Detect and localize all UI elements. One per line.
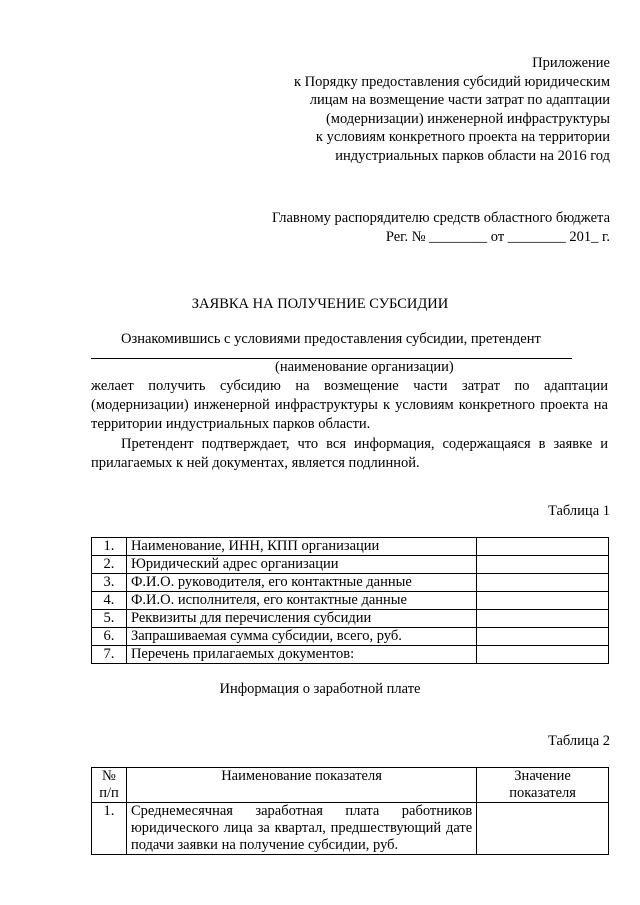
name-column-header: Наименование показателя xyxy=(126,768,476,803)
row-label: Реквизиты для перечисления субсидии xyxy=(126,610,476,628)
table-row xyxy=(92,574,609,592)
appendix-line: к условиям конкретного проекта на территории xyxy=(315,129,610,146)
body-paragraph-2: Претендент подтверждает, что вся информация, содержащаяся в заявке и прилагаемых к ней документах, является подлинной. xyxy=(91,435,608,471)
appendix-line: индустриальных парков области на 2016 год xyxy=(335,147,610,164)
table-row xyxy=(92,646,609,664)
body-paragraph-1: желает получить субсидию на возмещение части затрат по адаптации (модернизации) инженерной инфраструктуры к условиям конкретного проекта на территории индустриальных парков области. xyxy=(91,378,608,433)
row-value-cell[interactable] xyxy=(477,574,609,592)
intro-text: Ознакомившись с условиями предоставления субсидии, претендент xyxy=(121,331,541,347)
salary-heading: Информация о заработной плате xyxy=(219,681,421,697)
appendix-line: к Порядку предоставления субсидий юридическим xyxy=(293,73,610,90)
table-row xyxy=(92,556,609,574)
row-label: Среднемесячная заработная плата работников юридического лица за квартал, предшествующий дате подачи заявки на получение субсидии, руб. xyxy=(126,803,476,855)
row-value-cell[interactable] xyxy=(477,803,609,855)
table2-caption: Таблица 2 xyxy=(547,733,610,749)
table-row xyxy=(92,592,609,610)
value-header-line: показателя xyxy=(509,785,576,801)
row-label: Наименование, ИНН, КПП организации xyxy=(126,538,476,556)
table-row xyxy=(92,628,609,646)
applicant-info-table xyxy=(91,537,609,664)
row-value-cell[interactable] xyxy=(477,646,609,664)
table-row xyxy=(92,538,609,556)
appendix-block xyxy=(210,54,610,166)
row-number: 6. xyxy=(92,628,127,646)
organization-caption: (наименование организации) xyxy=(275,359,454,375)
num-header-line: № xyxy=(102,768,116,784)
row-label: Запрашиваемая сумма субсидии, всего, руб. xyxy=(126,628,476,646)
addressee-block xyxy=(190,209,610,246)
registration-line: Рег. № ________ от ________ 201_ г. xyxy=(385,228,610,245)
value-header-line: Значение xyxy=(514,768,571,784)
row-label: Ф.И.О. руководителя, его контактные данные xyxy=(126,574,476,592)
row-value-cell[interactable] xyxy=(477,556,609,574)
appendix-line: лицам на возмещение части затрат по адаптации xyxy=(309,92,610,109)
num-header-line: п/п xyxy=(99,785,119,801)
row-label: Юридический адрес организации xyxy=(126,556,476,574)
body-text xyxy=(91,377,608,473)
row-number: 4. xyxy=(92,592,127,610)
row-label: Перечень прилагаемых документов: xyxy=(126,646,476,664)
table-row xyxy=(92,803,609,855)
row-number: 1. xyxy=(92,803,127,855)
table-header-row xyxy=(92,768,609,803)
value-column-header xyxy=(477,768,609,803)
table-row xyxy=(92,610,609,628)
appendix-line: (модернизации) инженерной инфраструктуры xyxy=(325,110,610,127)
row-number: 5. xyxy=(92,610,127,628)
row-number: 3. xyxy=(92,574,127,592)
row-label: Ф.И.О. исполнителя, его контактные данные xyxy=(126,592,476,610)
row-value-cell[interactable] xyxy=(477,628,609,646)
document-title: ЗАЯВКА НА ПОЛУЧЕНИЕ СУБСИДИИ xyxy=(191,296,449,312)
num-column-header xyxy=(92,768,127,803)
salary-table xyxy=(91,767,609,855)
row-number: 7. xyxy=(92,646,127,664)
row-number: 1. xyxy=(92,538,127,556)
table1-caption: Таблица 1 xyxy=(547,503,610,519)
appendix-line: Приложение xyxy=(532,55,610,71)
row-value-cell[interactable] xyxy=(477,592,609,610)
addressee-line: Главному распорядителю средств областного бюджета xyxy=(271,210,610,226)
row-value-cell[interactable] xyxy=(477,610,609,628)
row-value-cell[interactable] xyxy=(477,538,609,556)
row-number: 2. xyxy=(92,556,127,574)
